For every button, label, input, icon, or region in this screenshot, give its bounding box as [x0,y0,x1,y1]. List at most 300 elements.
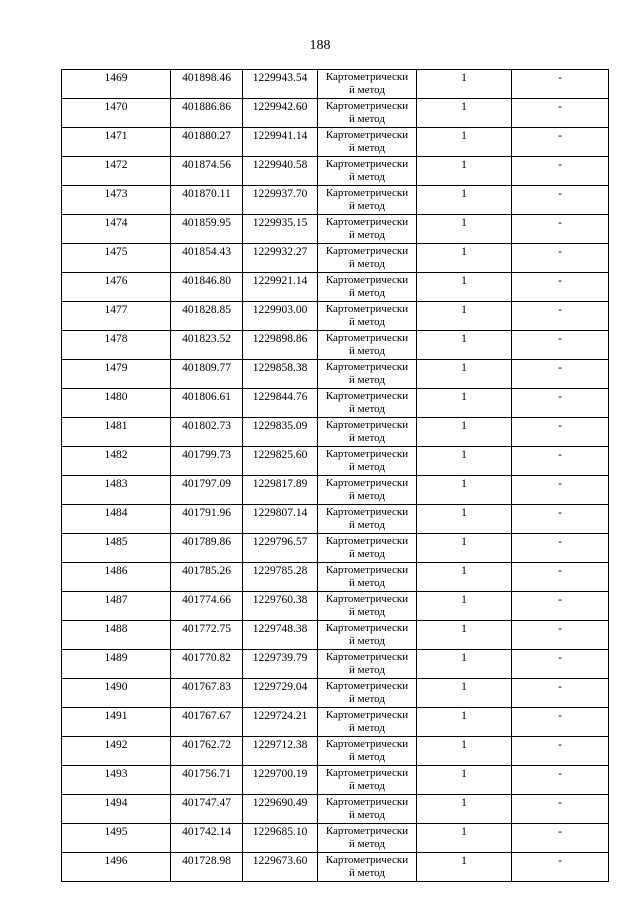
y-coordinate: 1229935.15 [252,217,308,229]
note-cell [512,302,609,331]
accuracy-cell [417,331,512,360]
x-coordinate: 401767.83 [182,681,231,693]
point-number-cell [62,563,171,592]
note-cell [512,186,609,215]
table-row [62,360,609,389]
accuracy-value: 1 [461,478,467,490]
point-number: 1486 [104,565,128,577]
y-coordinate-cell [243,157,318,186]
point-number-cell [62,737,171,766]
x-coordinate-cell [171,737,243,766]
table-row [62,679,609,708]
x-coordinate: 401880.27 [182,130,231,142]
y-coordinate-cell [243,563,318,592]
table-row [62,302,609,331]
method-line-1: Картометрически [325,274,409,286]
y-coordinate-cell [243,650,318,679]
note-cell [512,737,609,766]
point-number-cell [62,70,171,99]
y-coordinate: 1229921.14 [252,275,308,287]
accuracy-value: 1 [461,623,467,635]
accuracy-cell [417,389,512,418]
point-number: 1491 [104,710,128,722]
method-line-2: й метод [349,171,385,183]
y-coordinate-cell [243,302,318,331]
note-cell [512,534,609,563]
method-cell [318,621,417,650]
method-cell [318,447,417,476]
table-row [62,128,609,157]
y-coordinate: 1229943.54 [252,72,308,84]
y-coordinate: 1229903.00 [252,304,308,316]
x-coordinate-cell [171,795,243,824]
table-row [62,621,609,650]
point-number: 1490 [104,681,128,693]
method-line-1: Картометрически [325,593,409,605]
x-coordinate-cell [171,99,243,128]
method-cell [318,505,417,534]
method-line-1: Картометрически [325,390,409,402]
point-number: 1469 [104,72,128,84]
table-row [62,157,609,186]
table-row [62,563,609,592]
method-line-2: й метод [349,403,385,415]
table-row [62,476,609,505]
accuracy-cell [417,766,512,795]
x-coordinate: 401742.14 [182,826,231,838]
x-coordinate: 401854.43 [182,246,231,258]
point-number-cell [62,447,171,476]
method-cell [318,824,417,853]
table-row [62,824,609,853]
accuracy-cell [417,99,512,128]
y-coordinate-cell [243,99,318,128]
note-cell [512,621,609,650]
y-coordinate-cell [243,534,318,563]
y-coordinate: 1229729.04 [252,681,308,693]
y-coordinate-cell [243,621,318,650]
method-line-1: Картометрически [325,303,409,315]
y-coordinate-cell [243,70,318,99]
x-coordinate-cell [171,476,243,505]
table-row [62,99,609,128]
y-coordinate-cell [243,244,318,273]
accuracy-cell [417,650,512,679]
x-coordinate-cell [171,302,243,331]
x-coordinate: 401886.86 [182,101,231,113]
note-cell [512,563,609,592]
method-cell [318,128,417,157]
point-number-cell [62,853,171,882]
point-number-cell [62,157,171,186]
point-number-cell [62,389,171,418]
accuracy-cell [417,70,512,99]
method-line-1: Картометрически [325,100,409,112]
method-line-1: Картометрически [325,419,409,431]
method-line-2: й метод [349,142,385,154]
x-coordinate-cell [171,534,243,563]
y-coordinate: 1229858.38 [252,362,308,374]
accuracy-value: 1 [461,507,467,519]
table-row [62,215,609,244]
y-coordinate-cell [243,766,318,795]
accuracy-value: 1 [461,391,467,403]
point-number: 1481 [104,420,128,432]
accuracy-value: 1 [461,362,467,374]
accuracy-cell [417,534,512,563]
point-number: 1484 [104,507,128,519]
method-cell [318,389,417,418]
note-value: - [558,420,562,432]
y-coordinate: 1229941.14 [252,130,308,142]
point-number: 1493 [104,768,128,780]
x-coordinate-cell [171,621,243,650]
x-coordinate-cell [171,157,243,186]
x-coordinate: 401728.98 [182,855,231,867]
point-number: 1482 [104,449,128,461]
note-cell [512,708,609,737]
note-value: - [558,652,562,664]
note-value: - [558,246,562,258]
y-coordinate: 1229785.28 [252,565,308,577]
x-coordinate: 401828.85 [182,304,231,316]
method-cell [318,853,417,882]
x-coordinate-cell [171,766,243,795]
note-value: - [558,797,562,809]
point-number-cell [62,766,171,795]
y-coordinate: 1229685.10 [252,826,308,838]
note-cell [512,244,609,273]
accuracy-value: 1 [461,72,467,84]
method-line-1: Картометрически [325,71,409,83]
x-coordinate: 401799.73 [182,449,231,461]
point-number: 1488 [104,623,128,635]
accuracy-value: 1 [461,449,467,461]
accuracy-cell [417,244,512,273]
y-coordinate: 1229844.76 [252,391,308,403]
note-value: - [558,275,562,287]
method-line-2: й метод [349,780,385,792]
note-value: - [558,507,562,519]
accuracy-cell [417,302,512,331]
x-coordinate: 401898.46 [182,72,231,84]
y-coordinate: 1229937.70 [252,188,308,200]
note-value: - [558,449,562,461]
note-value: - [558,623,562,635]
method-cell [318,360,417,389]
note-value: - [558,536,562,548]
method-cell [318,302,417,331]
accuracy-cell [417,795,512,824]
y-coordinate: 1229724.21 [252,710,308,722]
note-value: - [558,159,562,171]
point-number: 1471 [104,130,128,142]
accuracy-value: 1 [461,536,467,548]
table-row [62,534,609,563]
accuracy-cell [417,737,512,766]
point-number-cell [62,708,171,737]
method-line-1: Картометрически [325,361,409,373]
point-number-cell [62,679,171,708]
y-coordinate: 1229760.38 [252,594,308,606]
method-cell [318,534,417,563]
table-row [62,447,609,476]
y-coordinate-cell [243,273,318,302]
method-cell [318,679,417,708]
note-cell [512,360,609,389]
accuracy-cell [417,447,512,476]
accuracy-cell [417,853,512,882]
method-line-1: Картометрически [325,535,409,547]
method-line-1: Картометрически [325,158,409,170]
method-cell [318,99,417,128]
accuracy-value: 1 [461,130,467,142]
table-row [62,70,609,99]
y-coordinate: 1229748.38 [252,623,308,635]
point-number-cell [62,302,171,331]
method-line-1: Картометрически [325,796,409,808]
point-number-cell [62,476,171,505]
method-line-2: й метод [349,287,385,299]
accuracy-cell [417,360,512,389]
y-coordinate-cell [243,447,318,476]
point-number: 1473 [104,188,128,200]
note-value: - [558,391,562,403]
point-number: 1477 [104,304,128,316]
accuracy-value: 1 [461,217,467,229]
table-row [62,389,609,418]
x-coordinate: 401770.82 [182,652,231,664]
table-row [62,505,609,534]
point-number-cell [62,505,171,534]
x-coordinate: 401870.11 [182,188,231,200]
method-line-2: й метод [349,84,385,96]
note-cell [512,795,609,824]
accuracy-cell [417,824,512,853]
x-coordinate-cell [171,447,243,476]
method-line-2: й метод [349,316,385,328]
method-line-1: Картометрически [325,622,409,634]
point-number-cell [62,795,171,824]
x-coordinate-cell [171,708,243,737]
method-cell [318,737,417,766]
method-line-2: й метод [349,461,385,473]
accuracy-cell [417,592,512,621]
method-cell [318,795,417,824]
method-cell [318,563,417,592]
x-coordinate: 401802.73 [182,420,231,432]
method-line-2: й метод [349,490,385,502]
note-cell [512,99,609,128]
point-number-cell [62,824,171,853]
point-number: 1485 [104,536,128,548]
method-cell [318,476,417,505]
x-coordinate-cell [171,70,243,99]
y-coordinate: 1229690.49 [252,797,308,809]
x-coordinate: 401809.77 [182,362,231,374]
table-row [62,795,609,824]
accuracy-value: 1 [461,159,467,171]
note-cell [512,853,609,882]
y-coordinate-cell [243,708,318,737]
y-coordinate: 1229796.57 [252,536,308,548]
method-line-2: й метод [349,345,385,357]
point-number-cell [62,650,171,679]
accuracy-value: 1 [461,768,467,780]
note-cell [512,273,609,302]
table-row [62,708,609,737]
x-coordinate: 401772.75 [182,623,231,635]
note-value: - [558,565,562,577]
method-line-1: Картометрически [325,709,409,721]
method-line-2: й метод [349,432,385,444]
method-cell [318,592,417,621]
point-number: 1479 [104,362,128,374]
method-line-1: Картометрически [325,825,409,837]
table-row [62,331,609,360]
method-line-1: Картометрически [325,129,409,141]
y-coordinate-cell [243,360,318,389]
x-coordinate: 401762.72 [182,739,231,751]
accuracy-value: 1 [461,304,467,316]
point-number-cell [62,360,171,389]
method-cell [318,418,417,447]
method-line-2: й метод [349,258,385,270]
note-cell [512,824,609,853]
y-coordinate-cell [243,679,318,708]
accuracy-value: 1 [461,739,467,751]
accuracy-cell [417,186,512,215]
x-coordinate-cell [171,244,243,273]
x-coordinate: 401785.26 [182,565,231,577]
y-coordinate-cell [243,853,318,882]
x-coordinate: 401874.56 [182,159,231,171]
point-number: 1472 [104,159,128,171]
table-row [62,766,609,795]
accuracy-cell [417,215,512,244]
x-coordinate-cell [171,592,243,621]
y-coordinate: 1229940.58 [252,159,308,171]
method-cell [318,708,417,737]
point-number: 1474 [104,217,128,229]
note-value: - [558,188,562,200]
accuracy-value: 1 [461,681,467,693]
note-value: - [558,72,562,84]
y-coordinate-cell [243,389,318,418]
accuracy-value: 1 [461,797,467,809]
accuracy-cell [417,273,512,302]
y-coordinate-cell [243,186,318,215]
method-line-2: й метод [349,809,385,821]
y-coordinate-cell [243,592,318,621]
y-coordinate: 1229932.27 [252,246,308,258]
accuracy-value: 1 [461,855,467,867]
point-number: 1476 [104,275,128,287]
coordinates-table [61,69,609,882]
method-line-2: й метод [349,693,385,705]
accuracy-value: 1 [461,826,467,838]
x-coordinate: 401859.95 [182,217,231,229]
point-number: 1487 [104,594,128,606]
method-line-1: Картометрически [325,245,409,257]
table-row [62,418,609,447]
accuracy-cell [417,476,512,505]
accuracy-cell [417,708,512,737]
accuracy-cell [417,679,512,708]
x-coordinate-cell [171,360,243,389]
y-coordinate: 1229673.60 [252,855,308,867]
point-number: 1475 [104,246,128,258]
note-cell [512,128,609,157]
method-line-2: й метод [349,867,385,879]
y-coordinate-cell [243,737,318,766]
point-number-cell [62,621,171,650]
table-row [62,853,609,882]
x-coordinate-cell [171,186,243,215]
y-coordinate-cell [243,128,318,157]
y-coordinate-cell [243,476,318,505]
note-value: - [558,130,562,142]
method-line-1: Картометрически [325,506,409,518]
x-coordinate-cell [171,418,243,447]
note-cell [512,592,609,621]
y-coordinate: 1229835.09 [252,420,308,432]
method-line-1: Картометрически [325,332,409,344]
point-number-cell [62,273,171,302]
note-cell [512,389,609,418]
method-line-2: й метод [349,635,385,647]
x-coordinate: 401791.96 [182,507,231,519]
method-line-1: Картометрически [325,767,409,779]
accuracy-cell [417,157,512,186]
x-coordinate-cell [171,824,243,853]
x-coordinate: 401846.80 [182,275,231,287]
method-cell [318,650,417,679]
note-cell [512,70,609,99]
point-number: 1489 [104,652,128,664]
method-line-2: й метод [349,548,385,560]
note-cell [512,650,609,679]
y-coordinate: 1229825.60 [252,449,308,461]
note-cell [512,766,609,795]
x-coordinate-cell [171,679,243,708]
point-number: 1496 [104,855,128,867]
x-coordinate: 401797.09 [182,478,231,490]
x-coordinate-cell [171,853,243,882]
method-cell [318,157,417,186]
point-number: 1492 [104,739,128,751]
method-line-2: й метод [349,751,385,763]
accuracy-value: 1 [461,275,467,287]
accuracy-cell [417,128,512,157]
note-value: - [558,362,562,374]
method-cell [318,215,417,244]
note-cell [512,157,609,186]
y-coordinate: 1229942.60 [252,101,308,113]
x-coordinate-cell [171,505,243,534]
y-coordinate-cell [243,418,318,447]
y-coordinate: 1229739.79 [252,652,308,664]
method-line-2: й метод [349,200,385,212]
x-coordinate: 401806.61 [182,391,231,403]
method-line-1: Картометрически [325,448,409,460]
x-coordinate: 401774.66 [182,594,231,606]
note-cell [512,505,609,534]
x-coordinate-cell [171,128,243,157]
accuracy-cell [417,563,512,592]
note-value: - [558,826,562,838]
y-coordinate: 1229898.86 [252,333,308,345]
